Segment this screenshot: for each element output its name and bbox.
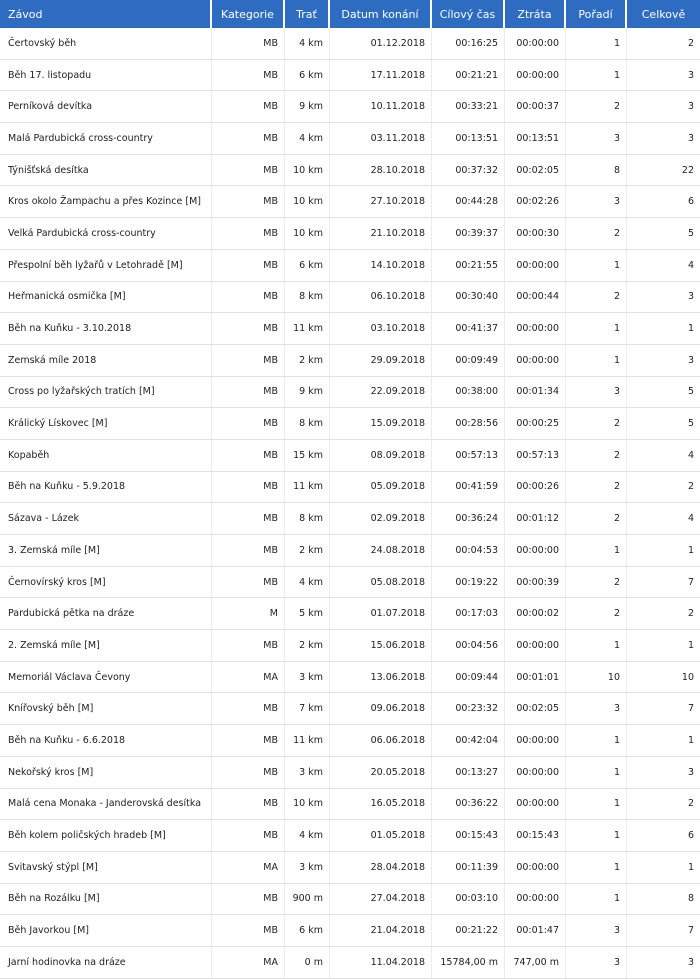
overall-rank-cell: 2	[627, 598, 700, 630]
distance-cell: 2 km	[285, 535, 330, 567]
finish-time-cell: 00:17:03	[432, 598, 505, 630]
finish-time-cell: 00:39:37	[432, 218, 505, 250]
table-row[interactable]	[0, 377, 700, 409]
category-cell: MB	[212, 123, 285, 155]
category-rank-cell: 1	[566, 60, 627, 92]
date-cell: 17.11.2018	[330, 60, 432, 92]
distance-cell: 4 km	[285, 28, 330, 60]
race-name-link[interactable]: Běh na Kuňku - 3.10.2018	[0, 313, 212, 345]
race-name-link[interactable]: Cross po lyžařských tratích [M]	[0, 377, 212, 409]
category-cell: MB	[212, 91, 285, 123]
overall-rank-cell: 3	[627, 282, 700, 314]
table-row[interactable]	[0, 693, 700, 725]
table-row[interactable]	[0, 630, 700, 662]
date-cell: 06.10.2018	[330, 282, 432, 314]
finish-time-cell: 00:44:28	[432, 186, 505, 218]
category-cell: MB	[212, 313, 285, 345]
date-cell: 21.10.2018	[330, 218, 432, 250]
category-rank-cell: 1	[566, 313, 627, 345]
race-name-link[interactable]: Černovírský kros [M]	[0, 567, 212, 599]
category-cell: MB	[212, 472, 285, 504]
overall-rank-cell: 5	[627, 218, 700, 250]
gap-cell: 00:00:00	[505, 28, 566, 60]
date-cell: 27.04.2018	[330, 884, 432, 916]
distance-cell: 11 km	[285, 725, 330, 757]
gap-cell: 00:01:47	[505, 915, 566, 947]
category-cell: MB	[212, 440, 285, 472]
finish-time-cell: 00:21:22	[432, 915, 505, 947]
race-name-link[interactable]: Perníková devítka	[0, 91, 212, 123]
gap-cell: 747,00 m	[505, 947, 566, 979]
category-cell: MB	[212, 630, 285, 662]
category-rank-cell: 1	[566, 725, 627, 757]
finish-time-cell: 00:21:55	[432, 250, 505, 282]
gap-cell: 00:00:00	[505, 535, 566, 567]
category-rank-cell: 2	[566, 218, 627, 250]
overall-rank-cell: 7	[627, 567, 700, 599]
race-name-link[interactable]: Běh na Kuňku - 6.6.2018	[0, 725, 212, 757]
category-rank-cell: 2	[566, 598, 627, 630]
table-row[interactable]	[0, 250, 700, 282]
race-name-link[interactable]: Malá Pardubická cross-country	[0, 123, 212, 155]
table-row[interactable]	[0, 123, 700, 155]
overall-rank-cell: 3	[627, 757, 700, 789]
gap-cell: 00:00:00	[505, 725, 566, 757]
race-name-link[interactable]: Běh Javorkou [M]	[0, 915, 212, 947]
category-rank-cell: 3	[566, 947, 627, 979]
column-header-date[interactable]: Datum konání	[330, 0, 432, 28]
finish-time-cell: 00:33:21	[432, 91, 505, 123]
overall-rank-cell: 2	[627, 472, 700, 504]
gap-cell: 00:00:25	[505, 408, 566, 440]
category-cell: MB	[212, 186, 285, 218]
table-row[interactable]	[0, 282, 700, 314]
column-header-distance[interactable]: Trať	[285, 0, 330, 28]
category-rank-cell: 3	[566, 186, 627, 218]
date-cell: 29.09.2018	[330, 345, 432, 377]
overall-rank-cell: 5	[627, 408, 700, 440]
table-row[interactable]	[0, 313, 700, 345]
race-name-link[interactable]: Běh 17. listopadu	[0, 60, 212, 92]
overall-rank-cell: 3	[627, 947, 700, 979]
category-rank-cell: 1	[566, 820, 627, 852]
race-name-link[interactable]: Běh na Rozálku [M]	[0, 884, 212, 916]
race-name-link[interactable]: Heřmanická osmička [M]	[0, 282, 212, 314]
category-rank-cell: 2	[566, 503, 627, 535]
date-cell: 13.06.2018	[330, 662, 432, 694]
table-row[interactable]	[0, 345, 700, 377]
column-header-race[interactable]: Závod	[0, 0, 212, 28]
gap-cell: 00:00:00	[505, 313, 566, 345]
distance-cell: 10 km	[285, 155, 330, 187]
date-cell: 08.09.2018	[330, 440, 432, 472]
gap-cell: 00:00:37	[505, 91, 566, 123]
date-cell: 15.09.2018	[330, 408, 432, 440]
date-cell: 03.11.2018	[330, 123, 432, 155]
gap-cell: 00:00:00	[505, 884, 566, 916]
category-rank-cell: 3	[566, 693, 627, 725]
gap-cell: 00:00:00	[505, 345, 566, 377]
date-cell: 28.04.2018	[330, 852, 432, 884]
table-row[interactable]	[0, 662, 700, 694]
category-rank-cell: 8	[566, 155, 627, 187]
category-cell: MB	[212, 345, 285, 377]
date-cell: 22.09.2018	[330, 377, 432, 409]
category-cell: MA	[212, 947, 285, 979]
finish-time-cell: 15784,00 m	[432, 947, 505, 979]
date-cell: 09.06.2018	[330, 693, 432, 725]
overall-rank-cell: 3	[627, 345, 700, 377]
date-cell: 02.09.2018	[330, 503, 432, 535]
overall-rank-cell: 2	[627, 28, 700, 60]
race-name-link[interactable]: Přespolní běh lyžařů v Letohradě [M]	[0, 250, 212, 282]
gap-cell: 00:00:00	[505, 757, 566, 789]
race-name-link[interactable]: 3. Zemská míle [M]	[0, 535, 212, 567]
finish-time-cell: 00:36:24	[432, 503, 505, 535]
category-rank-cell: 3	[566, 915, 627, 947]
finish-time-cell: 00:15:43	[432, 820, 505, 852]
race-name-link[interactable]: Čertovský běh	[0, 28, 212, 60]
distance-cell: 3 km	[285, 757, 330, 789]
table-row[interactable]	[0, 884, 700, 916]
overall-rank-cell: 6	[627, 186, 700, 218]
distance-cell: 2 km	[285, 345, 330, 377]
category-rank-cell: 2	[566, 440, 627, 472]
category-cell: MB	[212, 60, 285, 92]
race-name-link[interactable]: Sázava - Lázek	[0, 503, 212, 535]
distance-cell: 6 km	[285, 250, 330, 282]
table-row[interactable]	[0, 155, 700, 187]
overall-rank-cell: 1	[627, 725, 700, 757]
gap-cell: 00:02:05	[505, 155, 566, 187]
distance-cell: 7 km	[285, 693, 330, 725]
distance-cell: 8 km	[285, 408, 330, 440]
race-name-link[interactable]: Kopaběh	[0, 440, 212, 472]
finish-time-cell: 00:30:40	[432, 282, 505, 314]
table-row[interactable]	[0, 598, 700, 630]
table-row[interactable]	[0, 186, 700, 218]
category-rank-cell: 10	[566, 662, 627, 694]
category-cell: MB	[212, 408, 285, 440]
category-rank-cell: 1	[566, 884, 627, 916]
category-rank-cell: 2	[566, 408, 627, 440]
date-cell: 24.08.2018	[330, 535, 432, 567]
category-cell: MB	[212, 915, 285, 947]
finish-time-cell: 00:03:10	[432, 884, 505, 916]
column-header-category[interactable]: Kategorie	[212, 0, 285, 28]
distance-cell: 5 km	[285, 598, 330, 630]
category-cell: MB	[212, 218, 285, 250]
finish-time-cell: 00:36:22	[432, 789, 505, 821]
distance-cell: 11 km	[285, 472, 330, 504]
date-cell: 01.12.2018	[330, 28, 432, 60]
distance-cell: 8 km	[285, 282, 330, 314]
table-row[interactable]	[0, 60, 700, 92]
table-row[interactable]	[0, 535, 700, 567]
distance-cell: 10 km	[285, 186, 330, 218]
finish-time-cell: 00:13:27	[432, 757, 505, 789]
distance-cell: 4 km	[285, 820, 330, 852]
category-rank-cell: 1	[566, 535, 627, 567]
finish-time-cell: 00:04:53	[432, 535, 505, 567]
table-header	[0, 0, 700, 28]
category-cell: MB	[212, 377, 285, 409]
overall-rank-cell: 6	[627, 820, 700, 852]
race-name-link[interactable]: Pardubická pětka na dráze	[0, 598, 212, 630]
overall-rank-cell: 22	[627, 155, 700, 187]
gap-cell: 00:57:13	[505, 440, 566, 472]
category-cell: MB	[212, 567, 285, 599]
gap-cell: 00:00:26	[505, 472, 566, 504]
gap-cell: 00:15:43	[505, 820, 566, 852]
finish-time-cell: 00:42:04	[432, 725, 505, 757]
category-rank-cell: 1	[566, 630, 627, 662]
distance-cell: 3 km	[285, 852, 330, 884]
table-row[interactable]	[0, 567, 700, 599]
overall-rank-cell: 1	[627, 313, 700, 345]
overall-rank-cell: 4	[627, 440, 700, 472]
table-body	[0, 28, 700, 979]
distance-cell: 6 km	[285, 60, 330, 92]
race-name-link[interactable]: Nekořský kros [M]	[0, 757, 212, 789]
table-row[interactable]	[0, 789, 700, 821]
distance-cell: 900 m	[285, 884, 330, 916]
column-header-finish-time[interactable]: Cílový čas	[432, 0, 505, 28]
table-row[interactable]	[0, 820, 700, 852]
distance-cell: 15 km	[285, 440, 330, 472]
category-rank-cell: 2	[566, 567, 627, 599]
finish-time-cell: 00:09:49	[432, 345, 505, 377]
race-name-link[interactable]: Zemská míle 2018	[0, 345, 212, 377]
category-rank-cell: 1	[566, 789, 627, 821]
distance-cell: 10 km	[285, 218, 330, 250]
date-cell: 10.11.2018	[330, 91, 432, 123]
distance-cell: 10 km	[285, 789, 330, 821]
gap-cell: 00:00:00	[505, 789, 566, 821]
category-cell: M	[212, 598, 285, 630]
distance-cell: 3 km	[285, 662, 330, 694]
category-rank-cell: 2	[566, 91, 627, 123]
finish-time-cell: 00:41:59	[432, 472, 505, 504]
gap-cell: 00:00:39	[505, 567, 566, 599]
date-cell: 16.05.2018	[330, 789, 432, 821]
gap-cell: 00:13:51	[505, 123, 566, 155]
table-row[interactable]	[0, 408, 700, 440]
race-name-link[interactable]: Jarní hodinovka na dráze	[0, 947, 212, 979]
distance-cell: 9 km	[285, 377, 330, 409]
gap-cell: 00:00:44	[505, 282, 566, 314]
column-header-gap[interactable]: Ztráta	[505, 0, 566, 28]
category-rank-cell: 1	[566, 345, 627, 377]
table-row[interactable]	[0, 28, 700, 60]
date-cell: 14.10.2018	[330, 250, 432, 282]
date-cell: 11.04.2018	[330, 947, 432, 979]
category-cell: MB	[212, 789, 285, 821]
date-cell: 28.10.2018	[330, 155, 432, 187]
distance-cell: 0 m	[285, 947, 330, 979]
table-row[interactable]	[0, 440, 700, 472]
category-cell: MB	[212, 725, 285, 757]
date-cell: 05.09.2018	[330, 472, 432, 504]
race-name-link[interactable]: Malá cena Monaka - Janderovská desítka	[0, 789, 212, 821]
date-cell: 06.06.2018	[330, 725, 432, 757]
race-name-link[interactable]: Memoriál Václava Čevony	[0, 662, 212, 694]
table-row[interactable]	[0, 757, 700, 789]
overall-rank-cell: 10	[627, 662, 700, 694]
finish-time-cell: 00:28:56	[432, 408, 505, 440]
gap-cell: 00:00:00	[505, 60, 566, 92]
category-cell: MB	[212, 535, 285, 567]
category-cell: MB	[212, 250, 285, 282]
finish-time-cell: 00:13:51	[432, 123, 505, 155]
date-cell: 01.07.2018	[330, 598, 432, 630]
table-row[interactable]	[0, 915, 700, 947]
table-row[interactable]	[0, 503, 700, 535]
distance-cell: 4 km	[285, 567, 330, 599]
category-cell: MB	[212, 28, 285, 60]
header-row	[0, 0, 700, 28]
date-cell: 20.05.2018	[330, 757, 432, 789]
race-name-link[interactable]: Běh kolem poličských hradeb [M]	[0, 820, 212, 852]
date-cell: 05.08.2018	[330, 567, 432, 599]
gap-cell: 00:00:02	[505, 598, 566, 630]
category-rank-cell: 1	[566, 28, 627, 60]
overall-rank-cell: 4	[627, 503, 700, 535]
category-cell: MB	[212, 884, 285, 916]
category-rank-cell: 2	[566, 282, 627, 314]
overall-rank-cell: 7	[627, 693, 700, 725]
race-name-link[interactable]: Týnišťská desítka	[0, 155, 212, 187]
date-cell: 03.10.2018	[330, 313, 432, 345]
table-row[interactable]	[0, 472, 700, 504]
category-rank-cell: 1	[566, 757, 627, 789]
distance-cell: 8 km	[285, 503, 330, 535]
race-name-link[interactable]: 2. Zemská míle [M]	[0, 630, 212, 662]
category-cell: MB	[212, 820, 285, 852]
gap-cell: 00:00:00	[505, 630, 566, 662]
distance-cell: 2 km	[285, 630, 330, 662]
table-row[interactable]	[0, 947, 700, 979]
table-row[interactable]	[0, 852, 700, 884]
race-name-link[interactable]: Svitavský stýpl [M]	[0, 852, 212, 884]
category-cell: MB	[212, 757, 285, 789]
category-rank-cell: 2	[566, 472, 627, 504]
finish-time-cell: 00:11:39	[432, 852, 505, 884]
table-row[interactable]	[0, 91, 700, 123]
column-header-category-rank[interactable]: Pořadí	[566, 0, 627, 28]
category-rank-cell: 3	[566, 377, 627, 409]
column-header-overall-rank[interactable]: Celkově	[627, 0, 700, 28]
category-rank-cell: 3	[566, 123, 627, 155]
finish-time-cell: 00:09:44	[432, 662, 505, 694]
gap-cell: 00:01:01	[505, 662, 566, 694]
overall-rank-cell: 1	[627, 535, 700, 567]
overall-rank-cell: 3	[627, 91, 700, 123]
overall-rank-cell: 7	[627, 915, 700, 947]
category-cell: MB	[212, 503, 285, 535]
finish-time-cell: 00:04:56	[432, 630, 505, 662]
gap-cell: 00:02:26	[505, 186, 566, 218]
overall-rank-cell: 4	[627, 250, 700, 282]
overall-rank-cell: 3	[627, 60, 700, 92]
overall-rank-cell: 3	[627, 123, 700, 155]
table-row[interactable]	[0, 218, 700, 250]
finish-time-cell: 00:37:32	[432, 155, 505, 187]
overall-rank-cell: 5	[627, 377, 700, 409]
finish-time-cell: 00:16:25	[432, 28, 505, 60]
date-cell: 21.04.2018	[330, 915, 432, 947]
date-cell: 15.06.2018	[330, 630, 432, 662]
finish-time-cell: 00:57:13	[432, 440, 505, 472]
finish-time-cell: 00:41:37	[432, 313, 505, 345]
distance-cell: 4 km	[285, 123, 330, 155]
race-name-link[interactable]: Velká Pardubická cross-country	[0, 218, 212, 250]
overall-rank-cell: 8	[627, 884, 700, 916]
gap-cell: 00:00:00	[505, 852, 566, 884]
distance-cell: 9 km	[285, 91, 330, 123]
gap-cell: 00:00:00	[505, 250, 566, 282]
category-rank-cell: 1	[566, 250, 627, 282]
race-name-link[interactable]: Kros okolo Žampachu a přes Kozince [M]	[0, 186, 212, 218]
finish-time-cell: 00:38:00	[432, 377, 505, 409]
category-cell: MB	[212, 155, 285, 187]
overall-rank-cell: 2	[627, 789, 700, 821]
finish-time-cell: 00:21:21	[432, 60, 505, 92]
race-name-link[interactable]: Běh na Kuňku - 5.9.2018	[0, 472, 212, 504]
category-cell: MA	[212, 852, 285, 884]
finish-time-cell: 00:23:32	[432, 693, 505, 725]
gap-cell: 00:02:05	[505, 693, 566, 725]
overall-rank-cell: 1	[627, 852, 700, 884]
table-row[interactable]	[0, 725, 700, 757]
gap-cell: 00:01:12	[505, 503, 566, 535]
category-rank-cell: 1	[566, 852, 627, 884]
category-cell: MB	[212, 282, 285, 314]
race-name-link[interactable]: Knířovský běh [M]	[0, 693, 212, 725]
gap-cell: 00:00:30	[505, 218, 566, 250]
distance-cell: 6 km	[285, 915, 330, 947]
overall-rank-cell: 1	[627, 630, 700, 662]
race-name-link[interactable]: Králický Lískovec [M]	[0, 408, 212, 440]
date-cell: 27.10.2018	[330, 186, 432, 218]
category-cell: MA	[212, 662, 285, 694]
category-cell: MB	[212, 693, 285, 725]
date-cell: 01.05.2018	[330, 820, 432, 852]
finish-time-cell: 00:19:22	[432, 567, 505, 599]
gap-cell: 00:01:34	[505, 377, 566, 409]
distance-cell: 11 km	[285, 313, 330, 345]
